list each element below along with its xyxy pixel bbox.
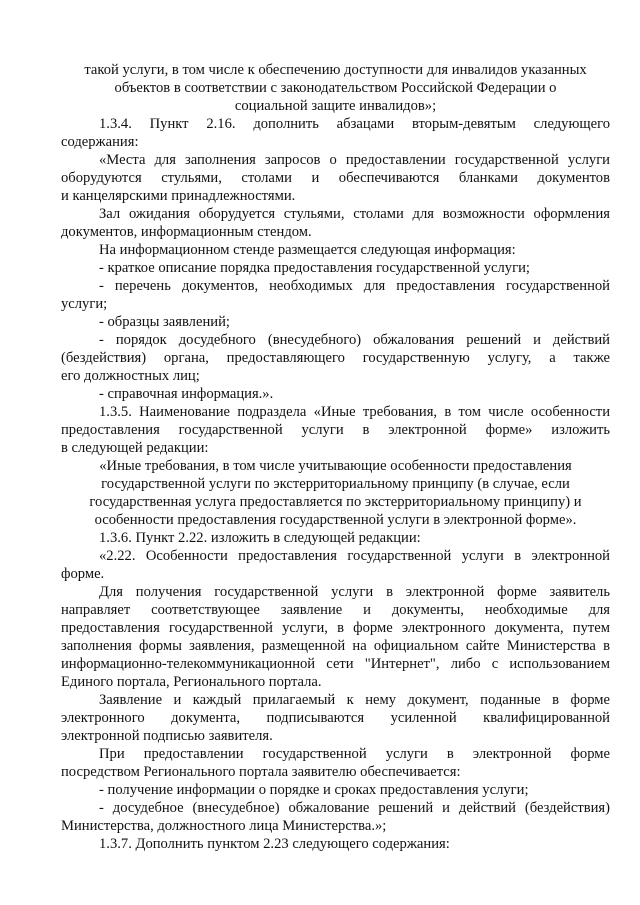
text-line: При предоставлении государственной услуги в электронной форме <box>99 746 610 762</box>
text-line: Для получения государственной услуги в электронной форме заявитель <box>99 584 610 600</box>
text-line: Зал ожидания оборудуется стульями, столами для возможности оформления <box>99 206 610 222</box>
text-line: - перечень документов, необходимых для предоставления государственной <box>99 278 610 294</box>
text-line: - образцы заявлений; <box>99 314 230 330</box>
text-line: - досудебное (внесудебное) обжалование решений и действий (бездействия) <box>99 800 610 816</box>
text-line: в следующей редакции: <box>61 440 209 456</box>
text-line: особенности предоставления государственной услуги в электронной форме». <box>94 512 577 528</box>
text-line: информационно-телекоммуникационной сети "Интернет", либо с использованием <box>61 656 610 672</box>
text-line: направляет соответствующее заявление и документы, необходимые для <box>61 602 610 618</box>
text-line: электронной подписью заявителя. <box>61 728 273 744</box>
text-line: «Иные требования, в том числе учитывающие особенности предоставления <box>99 458 572 474</box>
text-line: На информационном стенде размещается следующая информация: <box>99 242 516 258</box>
text-line: предоставления государственной услуги в электронной форме» изложить <box>61 422 610 438</box>
text-line: 1.3.5. Наименование подраздела «Иные требования, в том числе особенности <box>99 404 610 420</box>
text-line: (бездействия) органа, предоставляющего государственную услугу, а также <box>61 350 610 366</box>
text-line: его должностных лиц; <box>61 368 200 384</box>
text-line: и канцелярскими принадлежностями. <box>61 188 296 204</box>
text-line: 1.3.4. Пункт 2.16. дополнить абзацами вторым-девятым следующего <box>99 116 610 132</box>
text-line: услуги; <box>61 296 108 312</box>
text-line: - справочная информация.». <box>99 386 274 402</box>
text-line: «Места для заполнения запросов о предоставлении государственной услуги <box>99 152 610 168</box>
text-line: оборудуются стульями, столами и обеспечиваются бланками документов <box>61 170 610 186</box>
text-line: объектов в соответствии с законодательством Российской Федерации о <box>114 80 557 96</box>
text-line: Заявление и каждый прилагаемый к нему документ, поданные в форме <box>99 692 610 708</box>
text-line: Единого портала, Регионального портала. <box>61 674 322 690</box>
text-line: электронного документа, подписываются усиленной квалифицированной <box>61 710 610 726</box>
text-line: 1.3.6. Пункт 2.22. изложить в следующей редакции: <box>99 530 421 546</box>
text-line: государственной услуги по экстерриториальному принципу (в случае, если <box>101 476 570 492</box>
text-line: - получение информации о порядке и сроках предоставления услуги; <box>99 782 529 798</box>
text-line: социальной защите инвалидов»; <box>234 98 437 114</box>
text-line: предоставления государственной услуги, в форме электронного документа, путем <box>61 620 610 636</box>
text-line: - порядок досудебного (внесудебного) обжалования решений и действий <box>99 332 610 348</box>
text-line: 1.3.7. Дополнить пунктом 2.23 следующего содержания: <box>99 836 450 852</box>
text-line: форме. <box>61 566 105 582</box>
text-line: такой услуги, в том числе к обеспечению доступности для инвалидов указанных <box>84 62 587 78</box>
text-line: документов, информационным стендом. <box>61 224 312 240</box>
text-line: содержания: <box>61 134 139 150</box>
text-line: заполнения формы заявления, размещенной на официальном сайте Министерства в <box>61 638 610 654</box>
text-line: - краткое описание порядка предоставления государственной услуги; <box>99 260 530 276</box>
text-line: Министерства, должностного лица Министерства.»; <box>61 818 387 834</box>
text-line: государственная услуга предоставляется по экстерриториальному принципу) и <box>89 494 582 510</box>
text-line: посредством Регионального портала заявителю обеспечивается: <box>61 764 461 780</box>
text-line: «2.22. Особенности предоставления государственной услуги в электронной <box>99 548 610 564</box>
